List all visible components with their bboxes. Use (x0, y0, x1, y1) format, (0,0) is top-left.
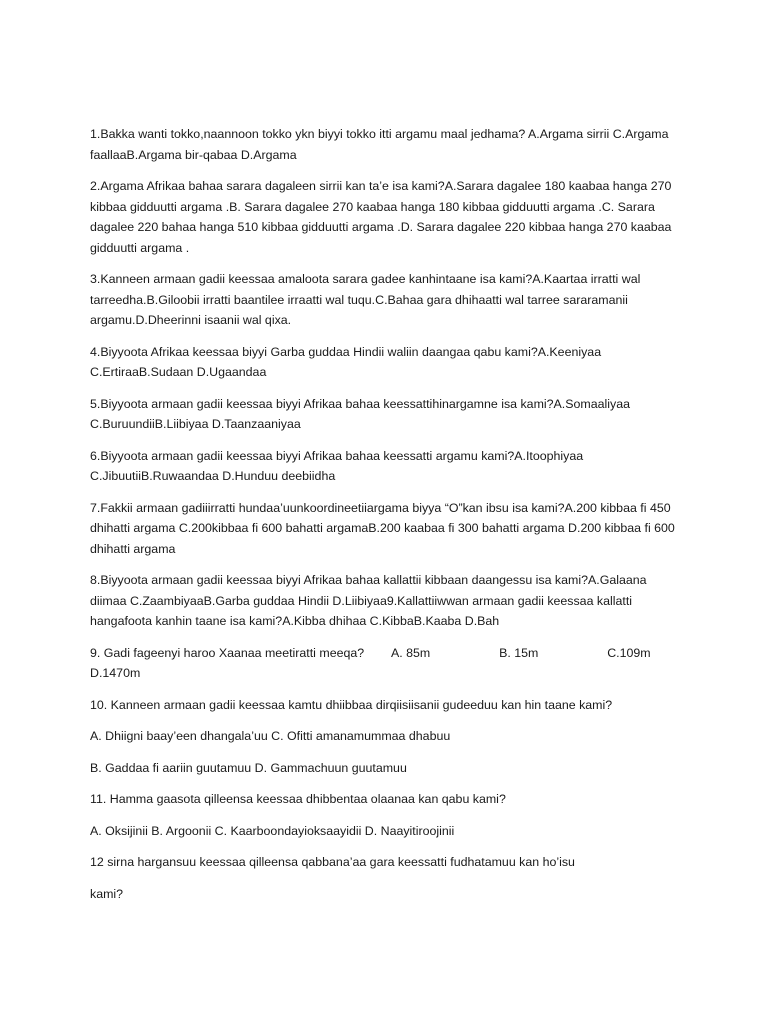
question-10-options-a-c: A. Dhiigni baay’een dhangala’uu C. Ofitti amanamummaa dhabuu (90, 729, 451, 743)
question-1: 1.Bakka wanti tokko,naannoon tokko ykn biyyi tokko itti argamu maal jedhama? A.Argama sirrii C.Argama faallaaB.Argama bir-qabaa D.Argama (90, 127, 669, 162)
question-4: 4.Biyyoota Afrikaa keessaa biyyi Garba guddaa Hindii waliin daangaa qabu kami?A.Keeniyaa C.ErtiraaB.Sudaan D.Ugaandaa (90, 344, 602, 379)
question-5: 5.Biyyoota armaan gadii keessaa biyyi Afrikaa bahaa keessattihinargamne isa kami?A.Somaaliyaa C.BuruundiiB.Liibiyaa D.Taanzaaniyaa (90, 396, 630, 431)
question-12: 12 sirna hargansuu keessaa qilleensa qabbana’aa gara keessatti fudhatamuu kan ho’isu (90, 855, 575, 869)
question-11-options: A. Oksijinii B. Argoonii C. Kaarboondayioksaayidii D. Naayitiroojinii (90, 823, 455, 838)
document-page (90, 124, 680, 915)
question-3: 3.Kanneen armaan gadii keessaa amaloota sarara gadee kanhintaane isa kami?A.Kaartaa irratti wal tarreedha.B.Giloobii irratti baantilee irraatti wal tuqu.C.Bahaa gara dhihaatti wal tarree sararamanii argamu.D.Dheerinni isaanii wal qixa. (90, 272, 641, 327)
question-10: 10. Kanneen armaan gadii keessaa kamtu dhiibbaa dirqiisiisanii gudeeduu kan hin taane kami? (90, 697, 613, 712)
question-12-continued: kami? (90, 886, 124, 901)
question-2: 2.Argama Afrikaa bahaa sarara dagaleen sirrii kan ta’e isa kami?A.Sarara dagalee 180 kaabaa hanga 270 kibbaa gidduutti argama .B. Sarara dagalee 270 kaabaa hanga 180 kibbaa gidduutti argama .C. Sarara dagalee 220 bahaa hanga 510 kibbaa gidduutti argama .D. Sarara dagalee 220 kibbaa hanga 270 kaabaa gidduutti argama . (90, 179, 672, 255)
question-10-options-b-d: B. Gaddaa fi aariin guutamuu D. Gammachuun guutamuu (90, 760, 407, 775)
question-7: 7.Fakkii armaan gadiiirratti hundaa’uunkoordineetiiargama biyya “O”kan ibsu isa kami?A.200 kibbaa fi 450 dhihatti argama C.200kibbaa fi 600 bahatti argamaB.200 kaabaa fi 300 bahatti argama D.200 kibbaa fi 600 dhihatti argama (90, 500, 675, 556)
question-9: 9. Gadi fageenyi haroo Xaanaa meetiratti meeqa? A. 85m B. 15m C.109m D.1470m (90, 645, 655, 680)
question-11: 11. Hamma gaasota qilleensa keessaa dhibbentaa olaanaa kan qabu kami? (90, 792, 506, 806)
question-6: 6.Biyyoota armaan gadii keessaa biyyi Afrikaa bahaa keessatti argamu kami?A.Itoophiyaa C.JibuutiiB.Ruwaandaa D.Hunduu deebiidha (90, 448, 584, 483)
question-8: 8.Biyyoota armaan gadii keessaa biyyi Afrikaa bahaa kallattii kibbaan daangessu isa kami?A.Galaana diimaa C.ZaambiyaaB.Garba guddaa Hindii D.Liibiyaa9.Kallattiiwwan armaan gadii keessaa kallatti hangafoota kanhin taane isa kami?A.Kibba dhihaa C.KibbaB.Kaaba D.Bah (90, 573, 647, 628)
